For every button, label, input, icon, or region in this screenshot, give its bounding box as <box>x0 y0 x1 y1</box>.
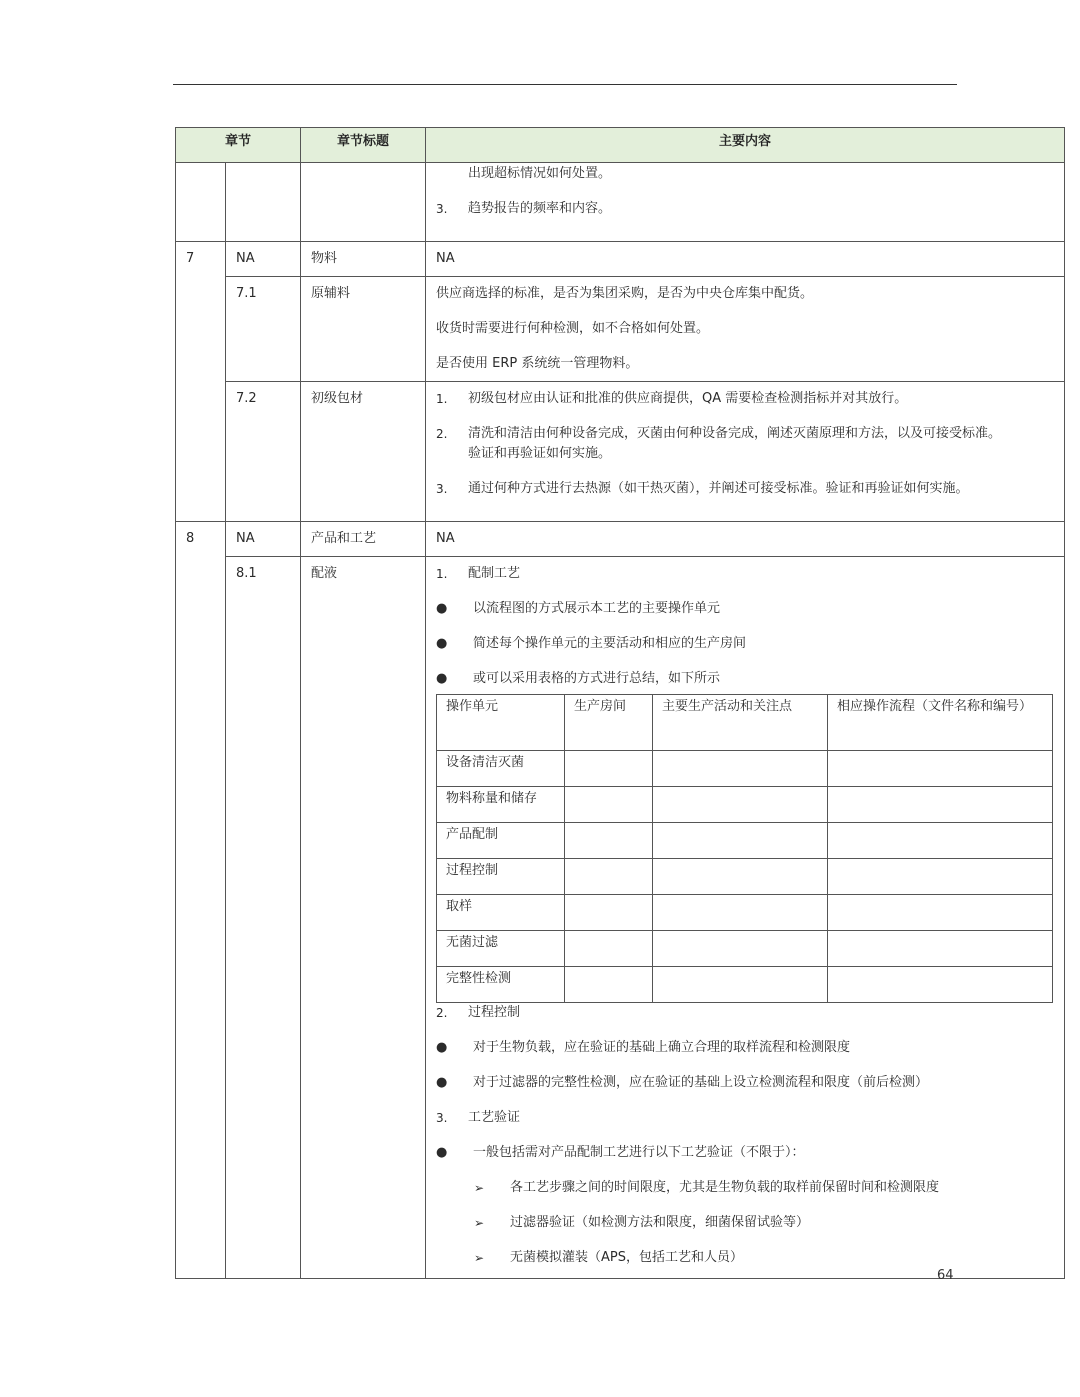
bullet-icon: ● <box>436 1145 448 1160</box>
section-title: 初级包材 <box>301 382 426 522</box>
inner-table-row <box>437 967 1053 1003</box>
bullet-icon: ● <box>436 636 448 651</box>
numbered-item: 通过何种方式进行去热源（如干热灭菌），并阐述可接受标准。验证和再验证如何实施。 <box>468 481 969 496</box>
inner-header-cell: 生产房间 <box>565 695 653 751</box>
inner-table-row <box>437 787 1053 823</box>
chapter-table <box>175 127 1065 1279</box>
bullet-item: 简述每个操作单元的主要活动和相应的生产房间 <box>473 636 747 651</box>
arrow-item: 无菌模拟灌装（APS，包括工艺和人员） <box>510 1250 744 1265</box>
bullet-item: 或可以采用表格的方式进行总结，如下所示 <box>473 671 721 686</box>
trend-report-item: 趋势报告的频率和内容。 <box>468 201 612 216</box>
section-number: 8.1 <box>226 557 301 1279</box>
arrow-item: 过滤器验证（如检测方法和限度，细菌保留试验等） <box>510 1215 810 1230</box>
content-line: 收货时需要进行何种检测，如不合格如何处置。 <box>436 321 710 336</box>
inner-table-row <box>437 895 1053 931</box>
subsection-heading: 过程控制 <box>468 1005 521 1020</box>
page-number: 64 <box>937 1268 954 1283</box>
inner-table-row <box>437 859 1053 895</box>
section-number: 7.2 <box>226 382 301 522</box>
subsection-heading: 配制工艺 <box>468 566 521 581</box>
arrow-icon: ➢ <box>474 1216 485 1230</box>
operation-unit-cell: 产品配制 <box>437 823 565 859</box>
header-title: 章节标题 <box>301 128 426 163</box>
inner-table-row <box>437 931 1053 967</box>
bullet-item: 对于过滤器的完整性检测，应在验证的基础上设立检测流程和限度（前后检测） <box>473 1075 929 1090</box>
header-content: 主要内容 <box>426 128 1065 163</box>
operation-unit-cell: 物料称量和储存 <box>437 787 565 823</box>
chapter-number: 8 <box>176 522 226 557</box>
inner-header-cell: 操作单元 <box>437 695 565 751</box>
bullet-item: 以流程图的方式展示本工艺的主要操作单元 <box>473 601 721 616</box>
section-title: 产品和工艺 <box>301 522 426 557</box>
section-content: NA <box>426 522 1065 557</box>
inner-header-cell: 相应操作流程（文件名称和编号） <box>828 695 1053 751</box>
table-header-row <box>176 128 1065 163</box>
inner-table-row <box>437 751 1053 787</box>
table-row-7-1 <box>176 277 1065 382</box>
arrow-icon: ➢ <box>474 1251 485 1265</box>
arrow-icon: ➢ <box>474 1181 485 1195</box>
content-line: 供应商选择的标准，是否为集团采购，是否为中央仓库集中配货。 <box>436 286 814 301</box>
operation-unit-cell: 完整性检测 <box>437 967 565 1003</box>
bullet-icon: ● <box>436 671 448 686</box>
table-row-8 <box>176 522 1065 557</box>
bullet-icon: ● <box>436 1075 448 1090</box>
table-row-continued: 出现超标情况如何处置。 3. 趋势报告的频率和内容。 <box>176 163 1065 242</box>
numbered-item: 初级包材应由认证和批准的供应商提供，QA 需要检查检测指标并对其放行。 <box>468 391 908 406</box>
numbered-item: 清洗和清洁由何种设备完成，灭菌由何种设备完成，阐述灭菌原理和方法，以及可接受标准。 <box>468 426 1002 441</box>
inner-table-row <box>437 823 1053 859</box>
section-number: NA <box>226 522 301 557</box>
table-row-8-1: 8.1 配液 1. 配制工艺 ● 以流程图的方式展示本工艺的主要操作单元 ● 简述每个操作单元的主要活动和相应的生产房间 ● 或可以采用表格的方式进行总结，如下所示 操作单元 生产房间 主要生产活动和关注点 相应操作流程（文件名称和编号） 设备清洁灭菌 物料称量和储存 产品配制 过程控制 取样 无菌过滤 完整性检测 2. 过程控制 ● 对于生物负载，应在验证的基础上确立合理的取样流程和检测限度 ● 对于过滤器的完整性检测，应在验证的基础上设立检测流程和限度（前后检测） 3. 工艺验证 ● 一般包括需对产品配制工艺进行以下工艺验证（不限于）： ➢ 各工艺步骤之间的时间限度，尤其是生物负载的取样前保留时间和检测限度 ➢ 过滤器验证（如检测方法和限度，细菌保留试验等） ➢ 无菌模拟灌装（APS，包括工艺和人员） <box>176 557 1065 1279</box>
section-number: 7.1 <box>226 277 301 382</box>
header-chapter: 章节 <box>176 128 301 163</box>
arrow-item: 各工艺步骤之间的时间限度，尤其是生物负载的取样前保留时间和检测限度 <box>510 1180 940 1195</box>
bullet-item: 对于生物负载，应在验证的基础上确立合理的取样流程和检测限度 <box>473 1040 851 1055</box>
content-line: 是否使用 ERP 系统统一管理物料。 <box>436 356 639 371</box>
header-rule <box>173 84 957 85</box>
bullet-item: 一般包括需对产品配制工艺进行以下工艺验证（不限于）： <box>473 1145 805 1160</box>
section-title: 配液 <box>301 557 426 1279</box>
bullet-icon: ● <box>436 1040 448 1055</box>
section-title: 原辅料 <box>301 277 426 382</box>
inner-header-cell: 主要生产活动和关注点 <box>653 695 828 751</box>
operation-unit-cell: 无菌过滤 <box>437 931 565 967</box>
bullet-icon: ● <box>436 601 448 616</box>
section-title: 物料 <box>301 242 426 277</box>
chapter-number: 7 <box>176 242 226 277</box>
section-number: NA <box>226 242 301 277</box>
operation-unit-table <box>436 694 1053 1003</box>
inner-table-header <box>437 695 1053 751</box>
table-row-7-2: 7.2 初级包材 1. 初级包材应由认证和批准的供应商提供，QA 需要检查检测指标并对其放行。 2. 清洗和清洁由何种设备完成，灭菌由何种设备完成，阐述灭菌原理和方法，以及可接受标准。 验证和再验证如何实施。 3. 通过何种方式进行去热源（如干热灭菌），并阐述可接受标准。验证和再验证如何实施。 <box>176 382 1065 522</box>
table-row-7 <box>176 242 1065 277</box>
continued-line: 出现超标情况如何处置。 <box>468 166 612 181</box>
section-content: NA <box>426 242 1065 277</box>
operation-unit-cell: 过程控制 <box>437 859 565 895</box>
subsection-heading: 工艺验证 <box>468 1110 521 1125</box>
numbered-item-cont: 验证和再验证如何实施。 <box>468 446 612 461</box>
operation-unit-cell: 取样 <box>437 895 565 931</box>
operation-unit-cell: 设备清洁灭菌 <box>437 751 565 787</box>
